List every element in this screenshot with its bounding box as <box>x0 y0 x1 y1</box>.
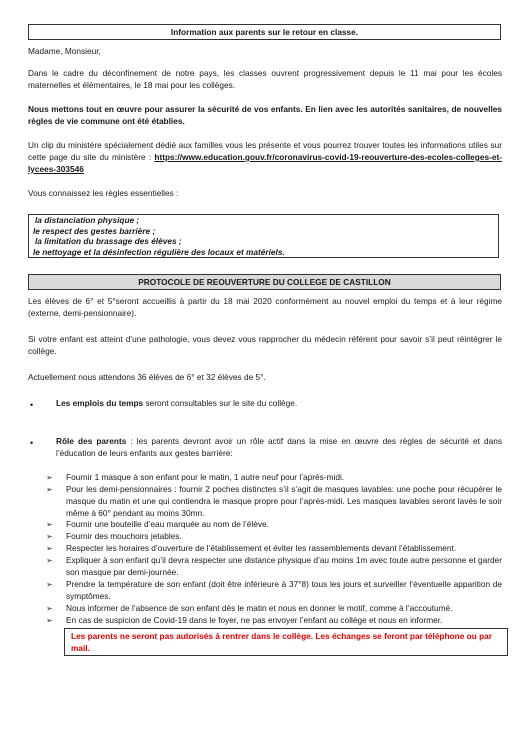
arrow-icon: ➢ <box>46 473 53 482</box>
warning-box: Les parents ne seront pas autorisés à rentrer dans le collège. Les échanges se feront par téléphone ou par mail. <box>64 628 508 656</box>
arrow-icon: ➢ <box>46 520 53 529</box>
arrow-icon: ➢ <box>46 604 53 613</box>
clip-paragraph <box>28 140 502 175</box>
protocol-title: PROTOCOLE DE REOUVERTURE DU COLLEGE DE CASTILLON <box>28 274 501 290</box>
list-item: Prendre la température de son enfant (doit être inférieure à 37°8) tous les jours et surveiller l’éventuelle apparition de symptômes. <box>66 579 502 601</box>
list-item: Pour les demi-pensionnaires : fournir 2 poches distinctes s’il s’agit de masques lavables: une poche pour récupérer le masque du matin et une qui contiendra le masque propre pour l’après-midi. Les masques lavables seront lavés le soir même à 60° pendant au moins 30mn. <box>66 484 502 518</box>
rule-item: le nettoyage et la désinfection régulière des locaux et matériels. <box>33 246 285 257</box>
role-paragraph <box>56 436 502 460</box>
list-item: En cas de suspicion de Covid-19 dans le foyer, ne pas envoyer l’enfant au collège et nous en informer. <box>66 615 443 625</box>
arrow-icon: ➢ <box>46 616 53 625</box>
rule-item: le respect des gestes barrière ; <box>33 225 156 236</box>
ministry-link[interactable]: https://www.education.gouv.fr/coronavirus-covid-19-reouverture-des-ecoles-colleges-et-lycees-303546 <box>28 151 502 174</box>
role-text: : les parents devront avoir un rôle actif dans la mise en œuvre des règles de sécurité et dans l’éducation de leurs enfants aux gestes barrière: <box>56 436 503 458</box>
intro-paragraph: Dans le cadre du déconfinement de notre pays, les classes ouvrent progressivement depuis le 11 mai pour les écoles maternelles et élémentaires, le 18 mai pour les collèges. <box>28 68 502 90</box>
rule-item: la distanciation physique ; <box>35 215 140 225</box>
bullet-icon: • <box>30 438 34 448</box>
pathology-paragraph: Si votre enfant est atteint d’une pathologie, vous devez vous rapprocher du médecin référent pour savoir s’il peut réintégrer le collège. <box>28 334 502 356</box>
emplois-label: Les emplois du temps <box>56 398 144 408</box>
list-item: Fournir une bouteille d’eau marquée au nom de l’élève. <box>66 519 269 529</box>
page-title: Information aux parents sur le retour en classe. <box>28 24 501 40</box>
rule-item: la limitation du brassage des élèves ; <box>35 236 182 246</box>
list-item: Fournir des mouchoirs jetables. <box>66 531 182 541</box>
arrow-icon: ➢ <box>46 580 53 589</box>
list-item: Nous informer de l’absence de son enfant dès le matin et nous en donner le motif, comme à l’accoutumé. <box>66 603 453 613</box>
emplois-paragraph <box>56 398 502 410</box>
arrival-paragraph: Les élèves de 6° et 5°seront accueillis à partir du 18 mai 2020 conformément au nouvel emploi du temps et à leur régime (externe, demi-pensionnaire). <box>28 296 502 318</box>
greeting: Madame, Monsieur, <box>28 46 101 56</box>
security-paragraph: Nous mettons tout en œuvre pour assurer la sécurité de vos enfants. En lien avec les autorités sanitaires, de nouvelles règles de vie commune ont été établies. <box>28 104 502 126</box>
clip-text: Un clip du ministère spécialement dédié aux familles vous les présente et vous pourrez trouver toutes les informations utiles sur cette page du site du ministère : <box>28 140 502 162</box>
role-label: Rôle des parents <box>56 436 127 446</box>
arrow-icon: ➢ <box>46 532 53 541</box>
list-item: Fournir 1 masque à son enfant pour le matin, 1 autre neuf pour l’après-midi. <box>66 472 345 482</box>
bullet-icon: • <box>30 400 34 410</box>
arrow-icon: ➢ <box>46 485 53 494</box>
arrow-icon: ➢ <box>46 544 53 553</box>
list-item: Expliquer à son enfant qu’il devra respecter une distance physique d’au moins 1m avec toute autre personne et garder son masque par demi-journée. <box>66 555 502 577</box>
arrow-icon: ➢ <box>46 556 53 565</box>
attendance-paragraph: Actuellement nous attendons 36 élèves de 6° et 32 élèves de 5°. <box>28 372 266 382</box>
emplois-text: seront consultables sur le site du collège. <box>143 398 298 408</box>
rules-intro: Vous connaissez les règles essentielles : <box>28 188 179 198</box>
rules-box <box>28 214 499 258</box>
list-item: Respecter les horaires d’ouverture de l’établissement et éviter les rassemblements devant l’établissement. <box>66 543 457 553</box>
